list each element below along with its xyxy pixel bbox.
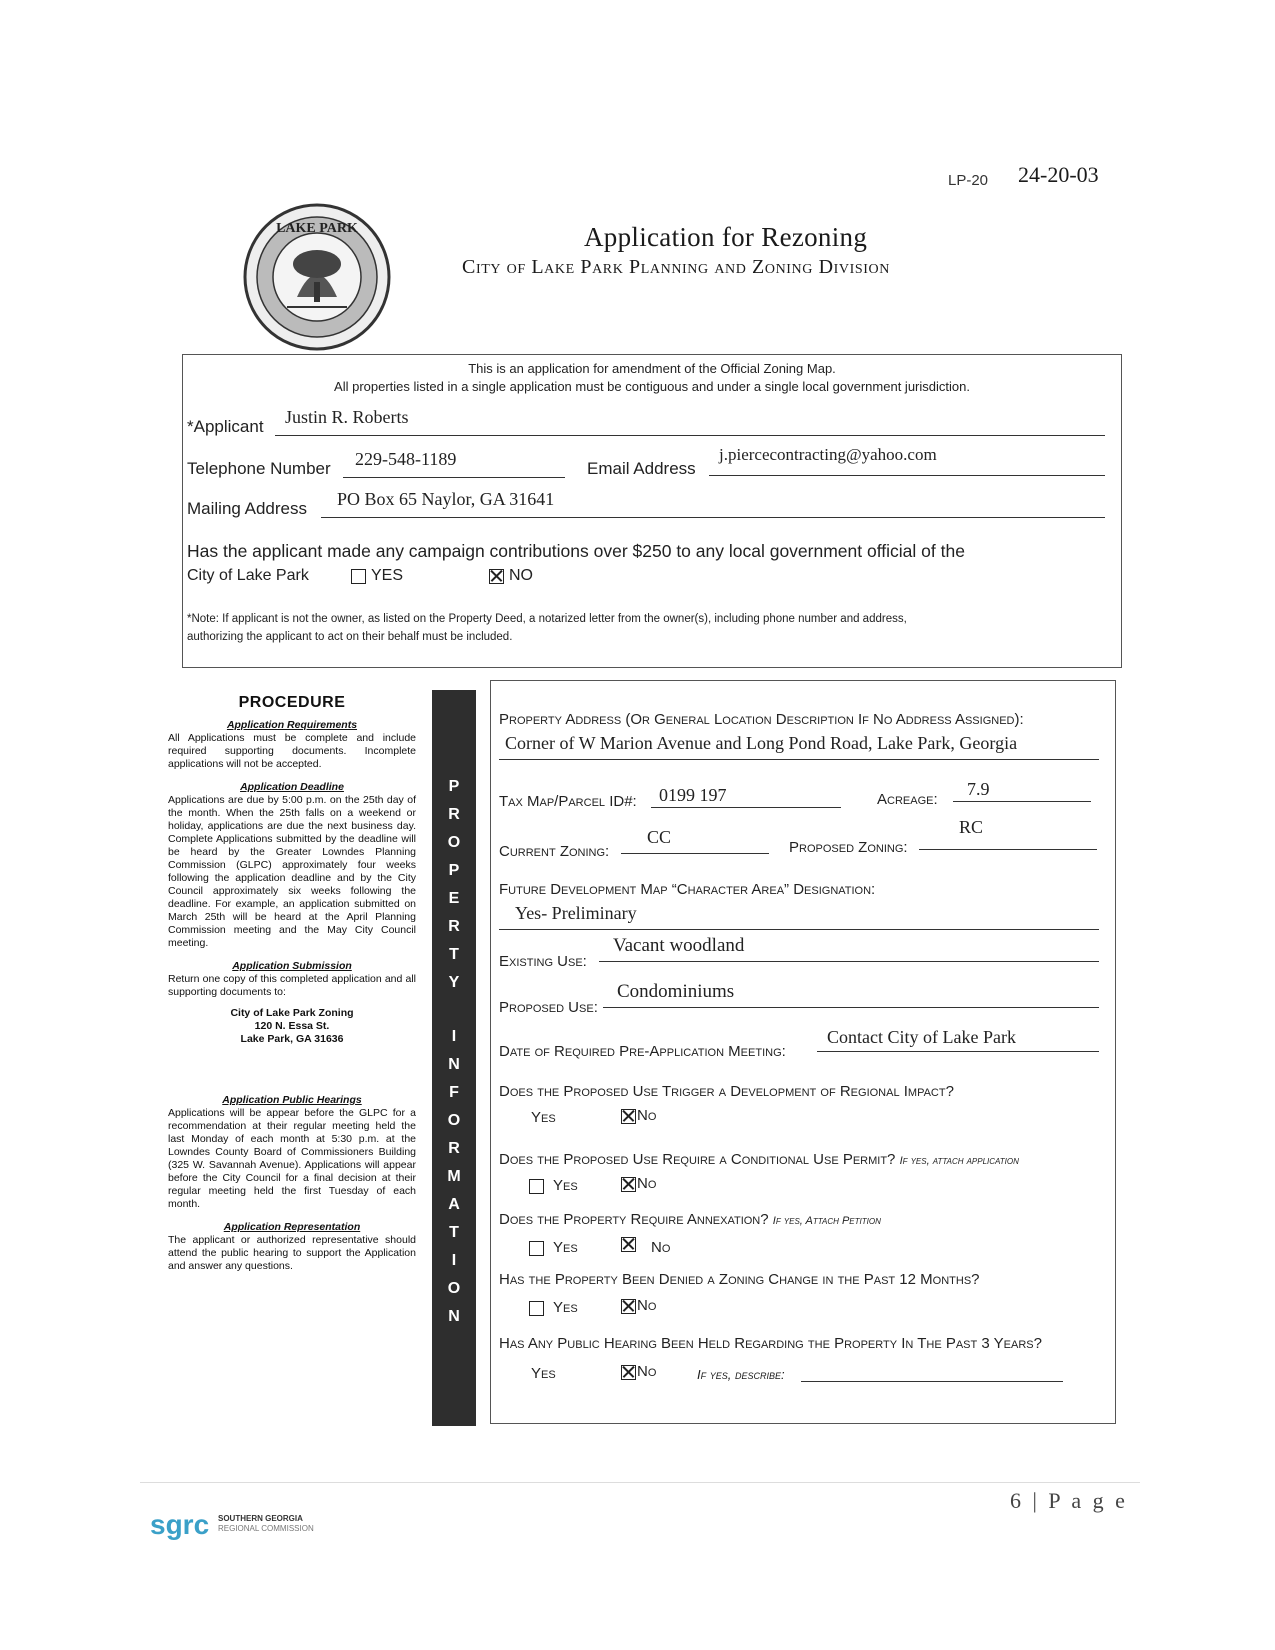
city-seal-logo: [242, 202, 392, 352]
proposed-use-value: Condominiums: [617, 981, 735, 1002]
telephone-field[interactable]: [343, 449, 565, 478]
question-note: If yes, describe:: [697, 1367, 785, 1382]
proposed-zoning-field[interactable]: [919, 817, 1097, 850]
page-number: 6 | P a g e: [1010, 1488, 1128, 1513]
procedure-heading: PROCEDURE: [238, 694, 346, 711]
parcel-value: 0199 197: [659, 785, 727, 805]
sgrc-line-1: SOUTHERN GEORGIA: [218, 1514, 303, 1523]
owner-note-2: authorizing the applicant to act on their behalf must be included.: [187, 631, 513, 643]
address-field[interactable]: [499, 733, 1099, 760]
question-no-checkbox[interactable]: [621, 1109, 636, 1124]
parcel-field[interactable]: [651, 785, 841, 808]
question-yes-checkbox[interactable]: [529, 1241, 544, 1256]
sidebar-letter: I: [451, 1028, 457, 1045]
sidebar-letter: M: [447, 1168, 461, 1185]
question-text: Has the Property Been Denied a Zoning Change in the Past 12 Months?: [499, 1271, 980, 1288]
submission-address: [168, 1007, 416, 1046]
intro-line-1: This is an application for amendment of the Official Zoning Map.: [468, 361, 836, 376]
telephone-label: Telephone Number: [187, 459, 331, 478]
form-subtitle: City of Lake Park Planning and Zoning Division: [462, 256, 890, 278]
existing-use-field[interactable]: [599, 935, 1099, 962]
question-no-label: No: [637, 1175, 657, 1192]
campaign-no-label: NO: [509, 567, 533, 584]
address-line: Lake Park, GA 31636: [240, 1033, 344, 1045]
procedure-title: Application Deadline: [240, 781, 344, 793]
question-yes-label: Yes: [553, 1177, 578, 1194]
procedure-title: Application Representation: [223, 1221, 361, 1233]
sidebar-letter: R: [448, 918, 460, 935]
question-no-label: No: [637, 1107, 657, 1124]
future-development-value: Yes- Preliminary: [515, 903, 637, 923]
owner-note: *Note: If applicant is not the owner, as listed on the Property Deed, a notarized letter from the owner(s), including phone number and address,: [187, 613, 907, 625]
future-development-label: Future Development Map “Character Area” Designation:: [499, 881, 876, 898]
mailing-field[interactable]: [321, 489, 1105, 518]
question-main: Does the Proposed Use Require a Conditional Use Permit?: [499, 1151, 896, 1168]
sidebar-letter: T: [449, 1224, 459, 1241]
applicant-value: Justin R. Roberts: [285, 407, 409, 427]
sidebar-letter: P: [448, 862, 460, 879]
question-yes-label: Yes: [553, 1239, 578, 1256]
sidebar-letter: T: [449, 946, 459, 963]
meeting-label: Date of Required Pre-Application Meeting:: [499, 1043, 786, 1060]
acreage-field[interactable]: [953, 779, 1091, 802]
existing-use-value: Vacant woodland: [613, 935, 745, 956]
sgrc-line-2: REGIONAL COMMISSION: [218, 1524, 314, 1533]
procedure-text: The applicant or authorized representative should attend the public hearing to support the Application and answer any questions.: [168, 1234, 416, 1272]
meeting-value: Contact City of Lake Park: [827, 1027, 1016, 1047]
question-text: Has Any Public Hearing Been Held Regarding the Property In The Past 3 Years?: [499, 1335, 1042, 1352]
current-zoning-label: Current Zoning:: [499, 843, 610, 860]
proposed-zoning-label: Proposed Zoning:: [789, 839, 908, 856]
current-zoning-value: CC: [647, 827, 672, 847]
procedure-text: Return one copy of this completed application and all supporting documents to:: [168, 973, 416, 998]
mailing-value: PO Box 65 Naylor, GA 31641: [337, 489, 555, 509]
procedure-text: Applications will be appear before the GLPC for a recommendation at their regular meeting held the last Monday of each month at 5:30 p.m. at the Lowndes County Board of Commissioners Building (325 W. Savannah Avenue). Applications will appear before the City Council for a final decision at their regular meeting held the first Tuesday of each month.: [168, 1107, 416, 1210]
sidebar-letter: P: [448, 778, 460, 795]
address-value: Corner of W Marion Avenue and Long Pond Road, Lake Park, Georgia: [505, 733, 1018, 753]
question-yes-label: Yes: [531, 1365, 556, 1382]
current-zoning-field[interactable]: [621, 827, 769, 854]
question-no-checkbox[interactable]: [621, 1237, 636, 1252]
address-line: City of Lake Park Zoning: [230, 1007, 354, 1019]
question-yes-label: Yes: [531, 1109, 556, 1126]
question-no-label: No: [637, 1363, 657, 1380]
form-title: Application for Rezoning: [584, 222, 868, 252]
procedure-column: [168, 696, 416, 1273]
mailing-label: Mailing Address: [187, 499, 308, 518]
sidebar-letter: I: [451, 1252, 457, 1269]
sgrc-logo: [150, 1510, 214, 1540]
applicant-field[interactable]: [275, 407, 1105, 436]
campaign-no-checkbox[interactable]: [489, 569, 504, 584]
sidebar-letter: R: [448, 1140, 460, 1157]
proposed-use-label: Proposed Use:: [499, 999, 598, 1016]
campaign-question: Has the applicant made any campaign contributions over $250 to any local government official of the: [187, 541, 965, 561]
question-text: [499, 1151, 1019, 1168]
acreage-label: Acreage:: [877, 791, 938, 808]
sidebar-letter: R: [448, 806, 460, 823]
sidebar-letter: A: [448, 1196, 460, 1213]
address-line: 120 N. Essa St.: [254, 1020, 330, 1032]
question-main: Does the Property Require Annexation?: [499, 1211, 769, 1228]
seal-text: LAKE PARK: [276, 221, 358, 236]
meeting-field[interactable]: [817, 1029, 1099, 1052]
procedure-title: Application Public Hearings: [222, 1094, 362, 1106]
property-information-sidebar: [432, 690, 476, 1426]
future-development-field[interactable]: [499, 903, 1099, 930]
proposed-use-field[interactable]: [603, 981, 1099, 1008]
question-no-checkbox[interactable]: [621, 1177, 636, 1192]
applicant-section: [182, 354, 1122, 668]
sidebar-letter: O: [447, 1280, 461, 1297]
campaign-question-2: City of Lake Park: [187, 567, 309, 584]
parcel-label: Tax Map/Parcel ID#:: [499, 793, 637, 810]
sidebar-letter: N: [448, 1056, 460, 1073]
email-value: j.piercecontracting@yahoo.com: [719, 445, 937, 464]
sidebar-letter: Y: [448, 974, 460, 991]
sidebar-letter: O: [447, 834, 461, 851]
question-no-checkbox[interactable]: [621, 1299, 636, 1314]
question-no-checkbox[interactable]: [621, 1365, 636, 1380]
applicant-label: *Applicant: [187, 417, 264, 436]
question-no-label: No: [637, 1297, 657, 1314]
sidebar-letter: E: [448, 890, 460, 907]
question-note: If yes, attach application: [899, 1155, 1019, 1167]
intro-line-2: All properties listed in a single application must be contiguous and under a single local government jurisdiction.: [334, 379, 970, 394]
sidebar-letter: F: [449, 1084, 459, 1101]
question-text: [499, 1211, 881, 1228]
sgrc-logo-text: sgrc: [150, 1510, 210, 1540]
public-hearing-describe-field[interactable]: [801, 1361, 1063, 1382]
existing-use-label: Existing Use:: [499, 953, 587, 970]
email-label: Email Address: [587, 459, 696, 478]
procedure-title: Application Submission: [232, 960, 352, 972]
campaign-yes-label: YES: [371, 567, 404, 584]
procedure-title: Application Requirements: [226, 719, 358, 731]
email-field[interactable]: [709, 445, 1105, 476]
procedure-text: Applications are due by 5:00 p.m. on the 25th day of the month. When the 25th falls on a weekend or holiday, applications are due the next business day. Complete Applications submitted by the deadline will be heard by the Greater Lowndes Planning Commission (GLPC) approximately four weeks following the application deadline and by the City Council approximately six weeks following the deadline. For example, an application submitted on March 25th will be heard at the April Planning Commission meeting and the May City Council meeting.: [168, 794, 416, 949]
question-yes-label: Yes: [553, 1299, 578, 1316]
question-note: If yes, Attach Petition: [772, 1215, 881, 1227]
question-yes-checkbox[interactable]: [529, 1179, 544, 1194]
procedure-text: All Applications must be complete and include required supporting documents. Incomplete applications will not be accepted.: [168, 732, 416, 770]
lp-code: LP-20: [948, 172, 989, 189]
campaign-yes-checkbox[interactable]: [351, 569, 366, 584]
address-label: Property Address (Or General Location Description If No Address Assigned):: [499, 711, 1024, 728]
question-no-label: No: [651, 1239, 671, 1256]
sidebar-letter: N: [448, 1308, 460, 1325]
proposed-zoning-value: RC: [959, 817, 984, 837]
telephone-value: 229-548-1189: [355, 449, 457, 469]
question-text: Does the Proposed Use Trigger a Development of Regional Impact?: [499, 1083, 954, 1100]
footer-rule: [140, 1482, 1140, 1483]
question-yes-checkbox[interactable]: [529, 1301, 544, 1316]
lp-number: 24-20-03: [1018, 162, 1099, 187]
property-section: [490, 680, 1116, 1424]
acreage-value: 7.9: [967, 779, 990, 799]
sidebar-letter: O: [447, 1112, 461, 1129]
